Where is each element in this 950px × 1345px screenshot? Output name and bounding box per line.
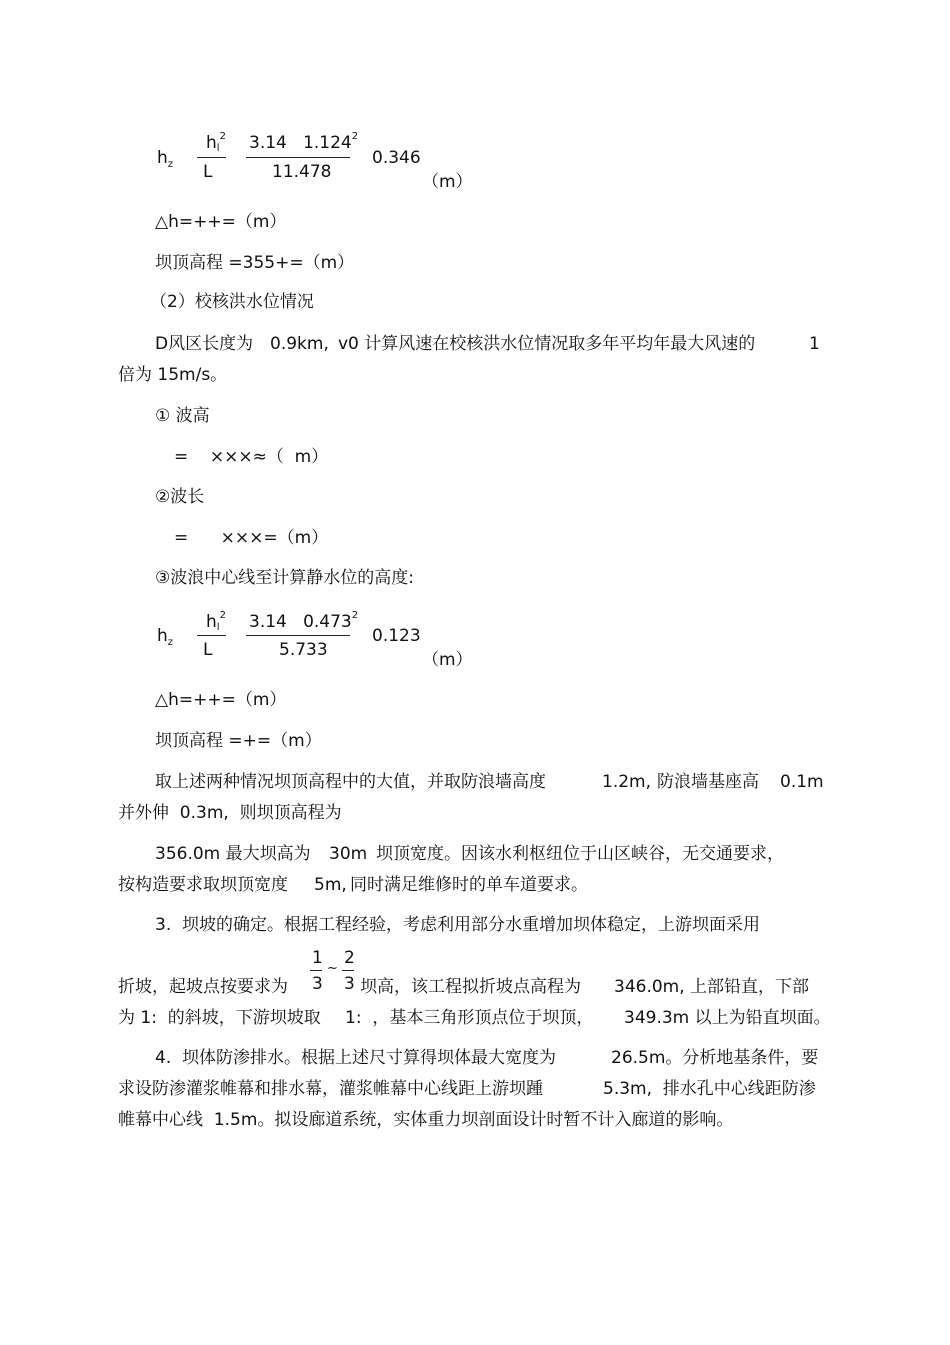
para-seep-a: 4. 坝体防渗排水。根据上述尺寸算得坝体最大宽度为 — [155, 1048, 557, 1068]
formula2-result: 0.123 — [372, 626, 421, 646]
para-slope-b: 折坡，起坡点按要求为 — [118, 977, 288, 997]
para-take-c: 防浪墙基座高 — [657, 772, 759, 792]
para-wind-e: 倍为 15m/s。 — [118, 365, 228, 385]
line-crest-elevation-2: 坝顶高程 =+=（m） — [155, 731, 322, 751]
para-height-c: 坝顶宽度。因该水利枢纽位于山区峡谷，无交通要求， — [376, 844, 784, 864]
formula1-frac2-denominator: 11.478 — [272, 162, 332, 182]
formula1-result: 0.346 — [372, 148, 421, 168]
formula1-frac1-denominator: L — [203, 162, 213, 182]
range-tilde: ~ — [327, 961, 338, 976]
frac2-numerator: 2 — [344, 948, 355, 968]
line-delta-h-2: △h=++=（m） — [155, 690, 287, 710]
fraction-bar — [246, 157, 350, 158]
frac2-denominator: 3 — [344, 974, 355, 994]
para-slope-e: 上部铅直，下部 — [690, 977, 809, 997]
line-wave-center-label: ③波浪中心线至计算静水位的高度: — [155, 568, 414, 588]
formula1-frac1-numerator: $hl^2$ — [206, 131, 226, 154]
line-crest-elevation-1: 坝顶高程 =355+=（m） — [155, 253, 355, 273]
para-height-g: 同时满足维修时的单车道要求。 — [350, 875, 588, 895]
para-take-e: 并外伸 0.3m, 则坝顶高程为 — [118, 803, 342, 823]
para-slope-c: 坝高，该工程拟折坡点高程为 — [360, 977, 581, 997]
para-take-d: 0.1m — [780, 772, 824, 792]
para-seep-d: 5.3m, 排水孔中心线距防渗 — [603, 1079, 816, 1099]
para-slope-g: 1: ，基本三角形顶点位于坝顶， — [345, 1008, 594, 1028]
line-delta-h-1: △h=++=（m） — [155, 212, 287, 232]
frac1-numerator: 1 — [312, 948, 323, 968]
formula1-unit: （m） — [422, 172, 473, 192]
line-wave-length-eq: = ×××=（m） — [174, 528, 329, 548]
fraction-bar — [197, 635, 226, 636]
fraction-bar — [310, 970, 322, 971]
formula2-frac2-numerator: 3.14 0.473$^2$ — [249, 610, 359, 632]
para-wind-c: v0 计算风速在校核洪水位情况取多年平均年最大风速的 — [338, 334, 756, 354]
para-slope-h: 349.3m 以上为铅直坝面。 — [624, 1008, 831, 1028]
formula2-frac1-numerator: $hl^2$ — [206, 610, 226, 633]
frac1-denominator: 3 — [312, 974, 323, 994]
para-height-a: 356.0m 最大坝高为 — [155, 844, 311, 864]
para-slope-a: 3. 坝坡的确定。根据工程经验，考虑利用部分水重增加坝体稳定，上游坝面采用 — [155, 915, 761, 935]
para-height-f: 5m, — [314, 875, 347, 895]
formula2-frac2-denominator: 5.733 — [279, 640, 328, 660]
para-wind-d: 1 — [809, 334, 820, 354]
fraction-bar — [342, 970, 354, 971]
para-slope-d: 346.0m, — [614, 977, 685, 997]
formula2-unit: （m） — [422, 650, 473, 670]
para-seep-c: 求设防渗灌浆帷幕和排水幕，灌浆帷幕中心线距上游坝踵 — [118, 1079, 543, 1099]
para-seep-b: 26.5m。分析地基条件，要 — [611, 1048, 819, 1068]
para-take-a: 取上述两种情况坝顶高程中的大值，并取防浪墙高度 — [155, 772, 546, 792]
fraction-bar — [246, 635, 350, 636]
para-take-b: 1.2m, — [602, 772, 651, 792]
formula1-lhs: $h_z$ — [157, 148, 174, 170]
formula2-lhs: $h_z$ — [157, 626, 174, 648]
para-height-b: 30m — [329, 844, 368, 864]
formula1-frac2-numerator: 3.14 1.124$^2$ — [249, 131, 359, 153]
para-slope-f: 为 1: 的斜坡，下游坝坡取 — [118, 1008, 321, 1028]
line-wave-height-eq: = ×××≈（ m） — [174, 447, 329, 467]
section-heading-check-flood: （2）校核洪水位情况 — [150, 292, 314, 312]
para-wind-b: 0.9km, — [270, 334, 329, 354]
line-wave-length-label: ②波长 — [155, 487, 205, 507]
para-wind-a: D风区长度为 — [155, 334, 254, 354]
para-height-e: 按构造要求取坝顶宽度 — [118, 875, 288, 895]
para-seep-e: 帷幕中心线 1.5m。拟设廊道系统，实体重力坝剖面设计时暂不计入廊道的影响。 — [118, 1110, 734, 1130]
formula2-frac1-denominator: L — [203, 640, 213, 660]
fraction-bar — [197, 157, 226, 158]
line-wave-height-label: ① 波高 — [155, 406, 210, 426]
